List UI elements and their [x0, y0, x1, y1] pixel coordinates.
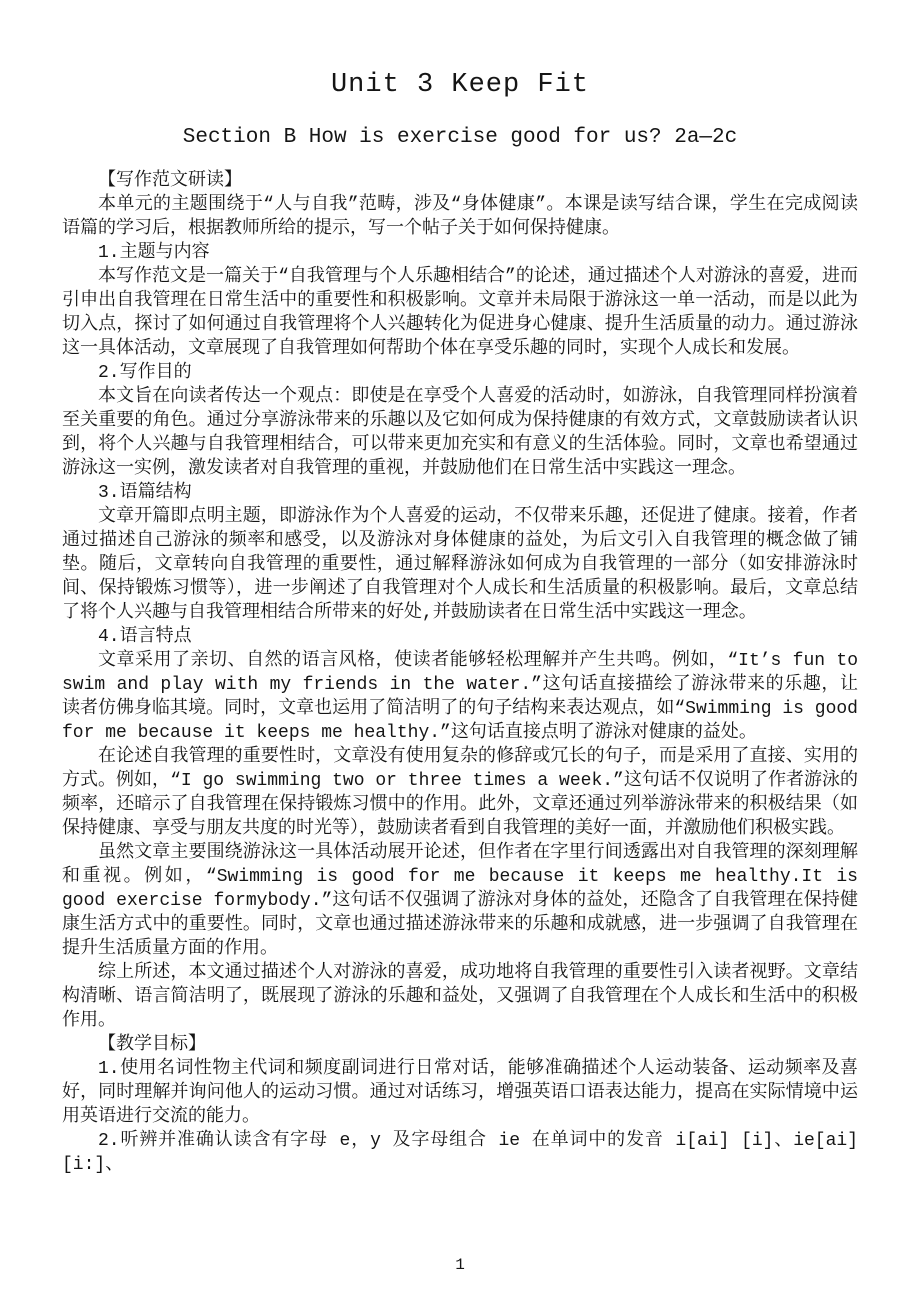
- paragraph-language-features-2: 在论述自我管理的重要性时，文章没有使用复杂的修辞或冗长的句子，而是采用了直接、实用的方式。例如，“I go swimming two or three times a week.”这句话不仅说明了作者游泳的频率，还暗示了自我管理在保持锻炼习惯中的作用。此外，文章还通过列举游泳带来的积极结果（如保持健康、享受与朋友共度的时光等），鼓励读者看到自我管理的美好一面，并激励他们积极实践。: [62, 747, 858, 839]
- paragraph-writing-purpose: 本文旨在向读者传达一个观点：即使是在享受个人喜爱的活动时，如游泳，自我管理同样扮演着至关重要的角色。通过分享游泳带来的乐趣以及它如何成为保持健康的有效方式，文章鼓励读者认识到，将个人兴趣与自我管理相结合，可以带来更加充实和有意义的生活体验。同时，文章也希望通过游泳这一实例，激发读者对自我管理的重视，并鼓励他们在日常生活中实践这一理念。: [62, 387, 858, 479]
- paragraph-language-features-1: 文章采用了亲切、自然的语言风格，使读者能够轻松理解并产生共鸣。例如，“It’s fun to swim and play with my friends in the water.”这句话直接描绘了游泳带来的乐趣，让读者仿佛身临其境。同时，文章也运用了简洁明了的句子结构来表达观点，如“Swimming is good for me because it keeps me healthy.”这句话直接点明了游泳对健康的益处。: [62, 651, 858, 743]
- section-subtitle: Section B How is exercise good for us? 2a—2c: [182, 126, 738, 149]
- document-title: Unit 3 Keep Fit: [330, 70, 590, 100]
- subheading-text-structure: 3.语篇结构: [98, 483, 192, 503]
- paragraph-objective-2: 2.听辨并准确认读含有字母 e，y 及字母组合 ie 在单词中的发音 i[ai] [i]、ie[ai] [i:]、: [62, 1131, 858, 1175]
- paragraph-topic-and-content: 本写作范文是一篇关于“自我管理与个人乐趣相结合”的论述，通过描述个人对游泳的喜爱，进而引申出自我管理在日常生活中的重要性和积极影响。文章并未局限于游泳这一单一活动，而是以此为切入点，探讨了如何通过自我管理将个人兴趣转化为促进身心健康、提升生活质量的动力。通过游泳这一具体活动，文章展现了自我管理如何帮助个体在享受乐趣的同时，实现个人成长和发展。: [62, 267, 858, 359]
- paragraph-language-features-3: 虽然文章主要围绕游泳这一具体活动展开论述，但作者在字里行间透露出对自我管理的深刻理解和重视。例如，“Swimming is good for me because it keeps me healthy.It is good exercise formybody.”这句话不仅强调了游泳对身体的益处，还隐含了自我管理在保持健康生活方式中的重要性。同时，文章也通过描述游泳带来的乐趣和成就感，进一步强调了自我管理在提升生活质量方面的作用。: [62, 843, 858, 959]
- paragraph-unit-theme: 本单元的主题围绕于“人与自我”范畴，涉及“身体健康”。本课是读写结合课，学生在完成阅读语篇的学习后，根据教师所给的提示，写一个帖子关于如何保持健康。: [62, 195, 858, 239]
- section-heading-writing-sample-analysis: 【写作范文研读】: [98, 171, 242, 191]
- paragraph-conclusion: 综上所述，本文通过描述个人对游泳的喜爱，成功地将自我管理的重要性引入读者视野。文章结构清晰、语言简洁明了，既展现了游泳的乐趣和益处，又强调了自我管理在个人成长和生活中的积极作用。: [62, 963, 858, 1031]
- subheading-topic-and-content: 1.主题与内容: [98, 243, 210, 263]
- paragraph-objective-1: 1.使用名词性物主代词和频度副词进行日常对话，能够准确描述个人运动装备、运动频率及喜好，同时理解并询问他人的运动习惯。通过对话练习，增强英语口语表达能力，提高在实际情境中运用英语进行交流的能力。: [62, 1059, 858, 1127]
- section-heading-teaching-objectives: 【教学目标】: [98, 1035, 206, 1055]
- page-footer: [0, 1256, 920, 1274]
- paragraph-text-structure: 文章开篇即点明主题，即游泳作为个人喜爱的运动，不仅带来乐趣，还促进了健康。接着，作者通过描述自己游泳的频率和感受，以及游泳对身体健康的益处，为后文引入自我管理的概念做了铺垫。随后，文章转向自我管理的重要性，通过解释游泳如何成为自我管理的一部分（如安排游泳时间、保持锻炼习惯等），进一步阐述了自我管理对个人成长和生活质量的积极影响。最后，文章总结了将个人兴趣与自我管理相结合所带来的好处,并鼓励读者在日常生活中实践这一理念。: [62, 507, 858, 623]
- page-number: 1: [455, 1256, 465, 1274]
- document-body: [62, 169, 858, 1177]
- subheading-writing-purpose: 2.写作目的: [98, 363, 192, 383]
- subheading-language-features: 4.语言特点: [98, 627, 192, 647]
